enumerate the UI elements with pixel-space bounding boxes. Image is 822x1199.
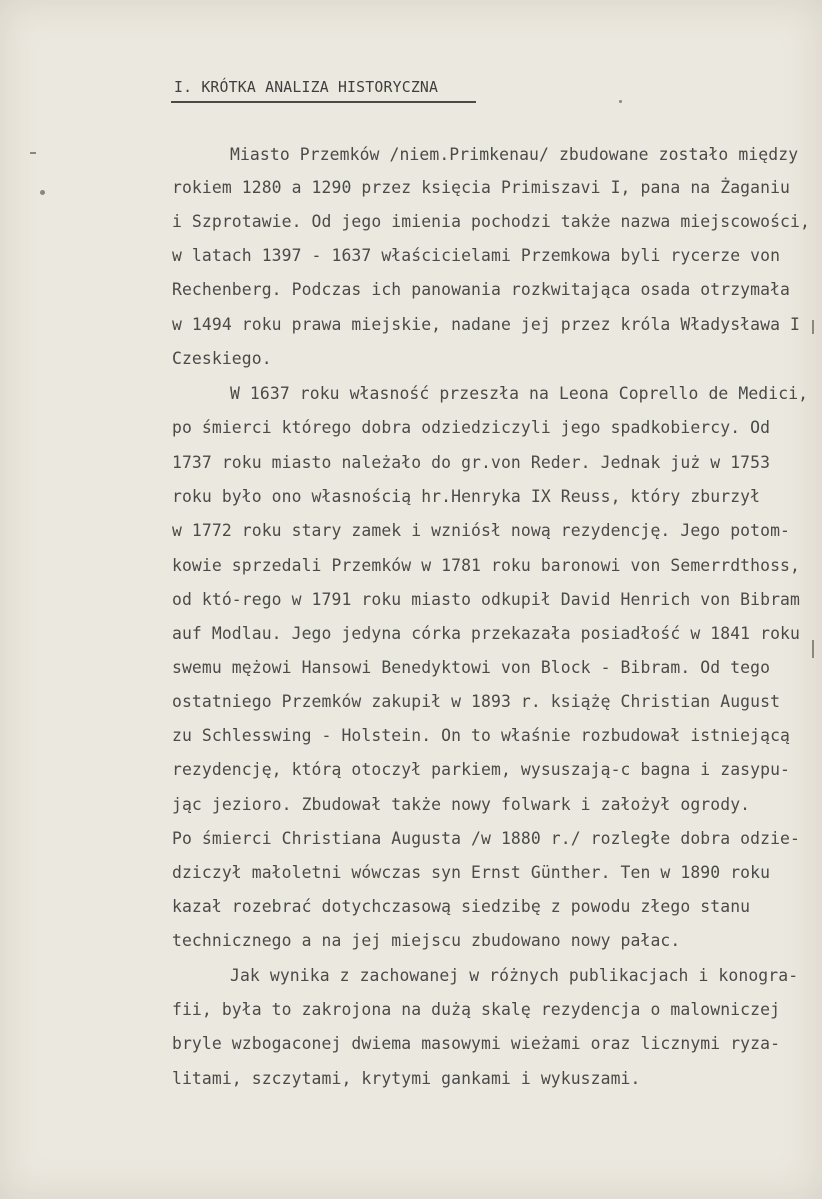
text-line: i Szprotawie. Od jego imienia pochodzi także nazwa miejscowości,	[172, 212, 810, 231]
text-line: po śmierci którego dobra odziedziczyli jego spadkobiercy. Od	[172, 418, 771, 437]
text-line: W 1637 roku własność przeszła na Leona Coprello de Medici,	[230, 384, 809, 403]
text-line: ostatniego Przemków zakupił w 1893 r. książę Christian August	[172, 692, 781, 711]
text-line: Czeskiego.	[172, 349, 272, 368]
margin-speck	[812, 320, 814, 334]
text-line: kowie sprzedali Przemków w 1781 roku baronowi von Semerrdthoss,	[172, 556, 800, 575]
text-line: dziczył małoletni wówczas syn Ernst Günther. Ten w 1890 roku	[172, 863, 771, 882]
text-line: zu Schlesswing - Holstein. On to właśnie rozbudował istniejącą	[172, 726, 791, 745]
text-line: w 1772 roku stary zamek i wzniósł nową rezydencję. Jego potom-	[172, 521, 791, 540]
text-line: Jak wynika z zachowanej w różnych publikacjach i konogra-	[230, 966, 799, 985]
text-line: litami, szczytami, krytymi gankami i wykuszami.	[172, 1069, 641, 1088]
text-line: roku było ono własnością hr.Henryka IX Reuss, który zburzył	[172, 487, 761, 506]
text-line: auf Modlau. Jego jedyna córka przekazała posiadłość w 1841 roku	[172, 624, 800, 643]
text-line: od któ-rego w 1791 roku miasto odkupił David Henrich von Bibram	[172, 590, 800, 609]
text-line: fii, była to zakrojona na dużą skalę rezydencja o malowniczej	[172, 1000, 781, 1019]
margin-speck	[812, 640, 814, 658]
text-line: rezydencję, którą otoczył parkiem, wysuszają-c bagna i zasypu-	[172, 760, 791, 779]
text-line: jąc jezioro. Zbudował także nowy folwark i założył ogrody.	[172, 795, 751, 814]
text-line: w 1494 roku prawa miejskie, nadane jej przez króla Władysława I	[172, 315, 800, 334]
title-underline	[171, 101, 476, 103]
section-title: I. KRÓTKA ANALIZA HISTORYCZNA	[174, 79, 439, 96]
text-line: 1737 roku miasto należało do gr.von Reder. Jednak już w 1753	[172, 453, 771, 472]
text-line: Po śmierci Christiana Augusta /w 1880 r./ rozległe dobra odzie-	[172, 829, 800, 848]
margin-speck	[30, 152, 36, 154]
text-line: Rechenberg. Podczas ich panowania rozkwitająca osada otrzymała	[172, 280, 791, 299]
text-line: w latach 1397 - 1637 właścicielami Przemkowa byli rycerze von	[172, 246, 781, 265]
text-line: technicznego a na jej miejscu zbudowano nowy pałac.	[172, 931, 681, 950]
text-line: Miasto Przemków /niem.Primkenau/ zbudowane zostało między	[230, 145, 799, 164]
margin-speck	[40, 190, 45, 195]
text-line: kazał rozebrać dotychczasową siedzibę z powodu złego stanu	[172, 897, 751, 916]
margin-speck	[619, 100, 622, 103]
text-line: rokiem 1280 a 1290 przez księcia Primiszavi I, pana na Żaganiu	[172, 178, 791, 197]
text-line: swemu mężowi Hansowi Benedyktowi von Block - Bibram. Od tego	[172, 658, 771, 677]
text-line: bryle wzbogaconej dwiema masowymi wieżami oraz licznymi ryza-	[172, 1034, 781, 1053]
